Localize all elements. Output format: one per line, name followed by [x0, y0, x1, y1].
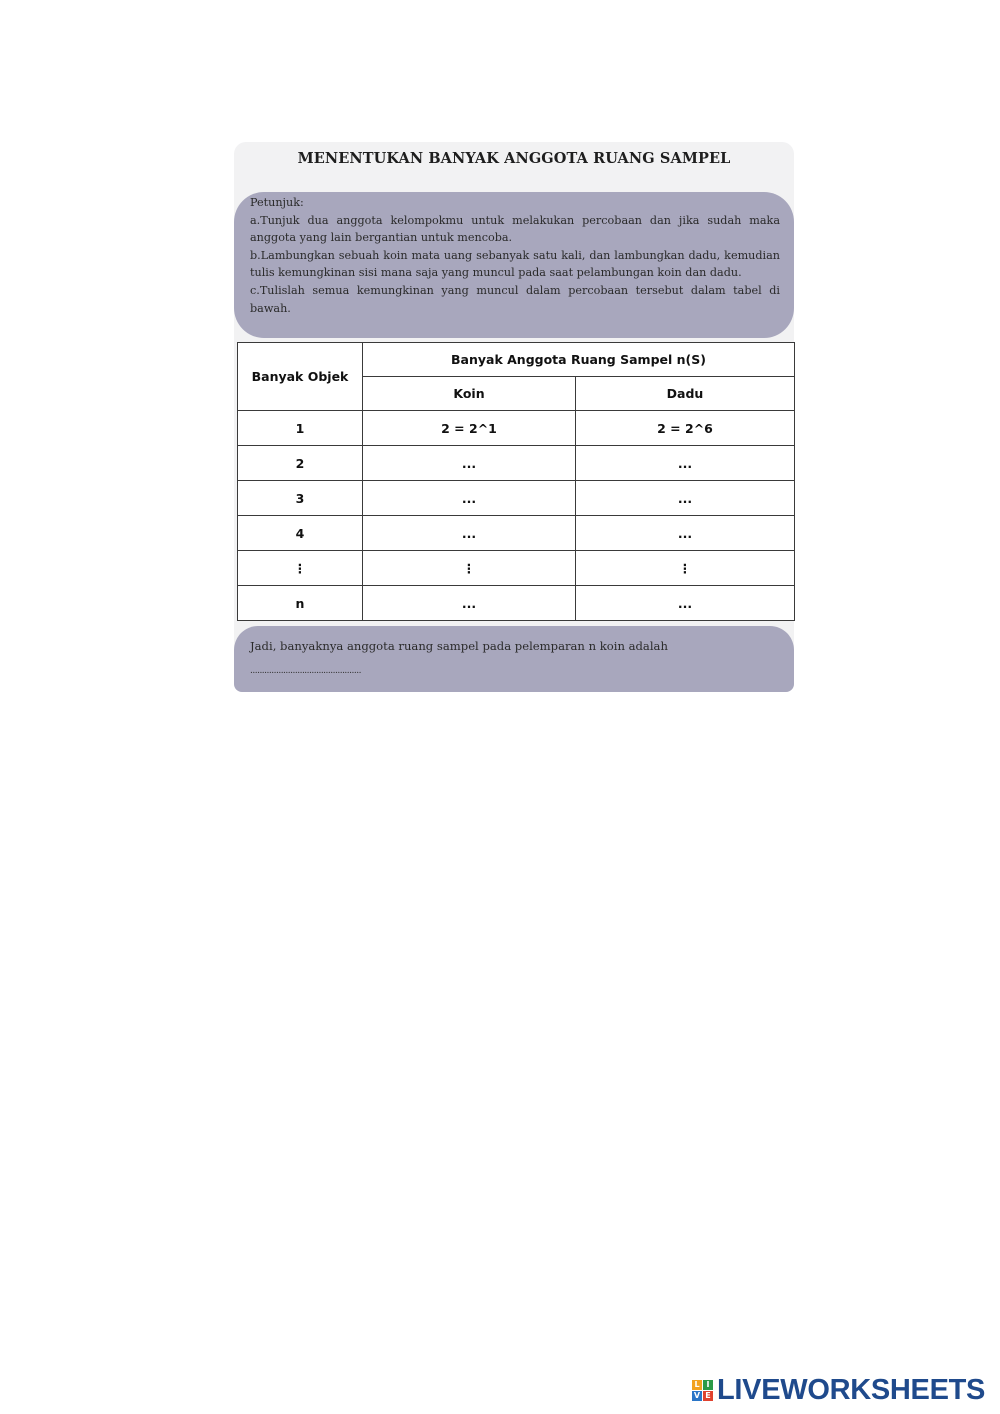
- row-ellipsis-objects: ⋮: [238, 551, 363, 586]
- worksheet-card: [234, 142, 794, 692]
- row-3-coin-input[interactable]: ...: [363, 481, 576, 516]
- conclusion-answer-input[interactable]: ...............................................: [250, 666, 361, 676]
- header-coin: Koin: [363, 377, 576, 411]
- instruction-b: b.Lambungkan sebuah koin mata uang sebanyak satu kali, dan lambungkan dadu, kemudian tulis kemungkinan sisi mana saja yang muncul pada saat pelambungan koin dan dadu.: [250, 248, 780, 280]
- row-1-coin[interactable]: 2 = 2^1: [363, 411, 576, 446]
- sample-space-table: [237, 342, 795, 621]
- table-row: [238, 411, 795, 446]
- row-1-objects: 1: [238, 411, 363, 446]
- logo-mark-icon: [692, 1380, 713, 1401]
- conclusion-panel: [234, 626, 794, 692]
- table-row: [238, 586, 795, 621]
- row-n-coin-input[interactable]: ...: [363, 586, 576, 621]
- logo-letter-v: V: [693, 1390, 701, 1400]
- row-3-objects: 3: [238, 481, 363, 516]
- table-row: [238, 481, 795, 516]
- logo-text: LIVEWORKSHEETS: [717, 1373, 986, 1406]
- row-4-coin-input[interactable]: ...: [363, 516, 576, 551]
- row-2-coin-input[interactable]: ...: [363, 446, 576, 481]
- instructions-text: [250, 194, 780, 317]
- row-ellipsis-dice: ⋮: [576, 551, 795, 586]
- instruction-c: c.Tulislah semua kemungkinan yang muncul dalam percobaan tersebut dalam tabel di bawah.: [250, 283, 780, 315]
- row-n-objects: n: [238, 586, 363, 621]
- instructions-heading: Petunjuk:: [250, 196, 304, 209]
- instructions-panel: [234, 192, 794, 338]
- row-2-dice-input[interactable]: ...: [576, 446, 795, 481]
- row-4-dice-input[interactable]: ...: [576, 516, 795, 551]
- liveworksheets-logo[interactable]: [692, 1374, 985, 1406]
- header-objects: Banyak Objek: [238, 343, 363, 411]
- row-n-dice-input[interactable]: ...: [576, 586, 795, 621]
- table-row: [238, 551, 795, 586]
- row-2-objects: 2: [238, 446, 363, 481]
- instruction-a: a.Tunjuk dua anggota kelompokmu untuk melakukan percobaan dan jika sudah maka anggota yang lain bergantian untuk mencoba.: [250, 213, 780, 245]
- logo-letter-l: L: [692, 1380, 702, 1390]
- logo-letter-e: E: [703, 1391, 713, 1401]
- logo-letter-i: I: [703, 1380, 713, 1390]
- row-ellipsis-coin: ⋮: [363, 551, 576, 586]
- header-sample-space: Banyak Anggota Ruang Sampel n(S): [363, 343, 795, 377]
- table-row: [238, 516, 795, 551]
- header-dice: Dadu: [576, 377, 795, 411]
- row-4-objects: 4: [238, 516, 363, 551]
- row-1-dice[interactable]: 2 = 2^6: [576, 411, 795, 446]
- row-3-dice-input[interactable]: ...: [576, 481, 795, 516]
- conclusion-text: Jadi, banyaknya anggota ruang sampel pada pelemparan n koin adalah: [250, 639, 668, 653]
- table-row: [238, 446, 795, 481]
- worksheet-title: MENENTUKAN BANYAK ANGGOTA RUANG SAMPEL: [297, 150, 731, 167]
